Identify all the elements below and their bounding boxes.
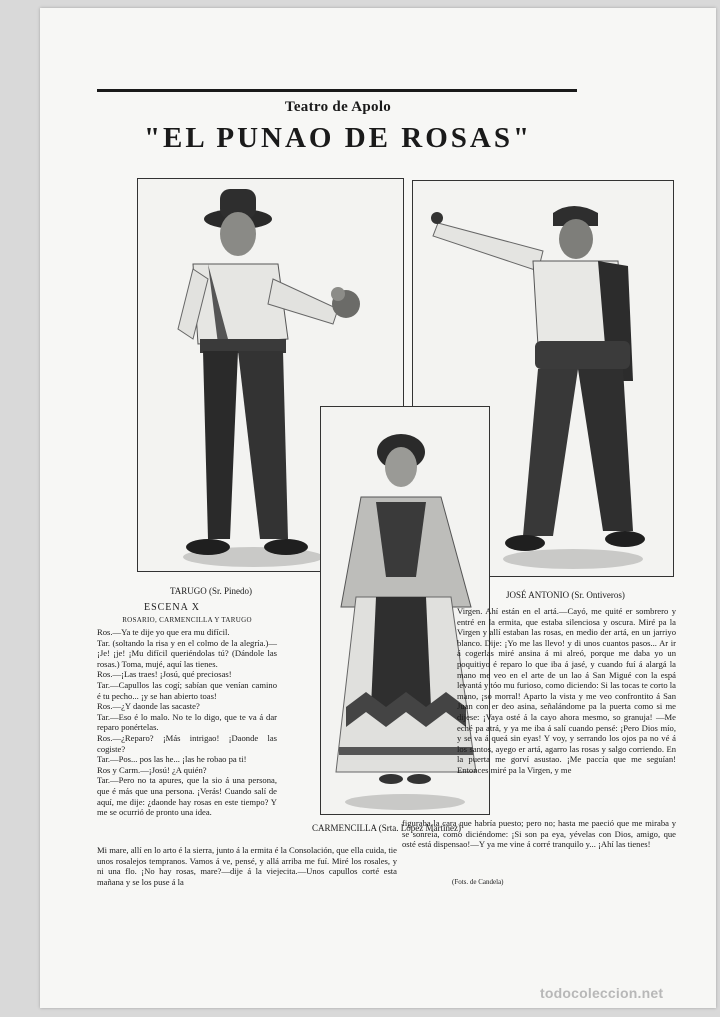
caption-tarugo: TARUGO (Sr. Pinedo) — [170, 586, 253, 596]
dialogue-line: Tar.—Pero no ta apures, que la sio á una persona, que é más que una persona. ¡Verás! Cuando salí de aquí, me dije: ¿daonde hay rosas en este tiempo? Y me se ocurrió de pronto una idea. — [97, 775, 277, 818]
play-title: "EL PUNAO DE ROSAS" — [143, 122, 533, 154]
dialogue-line: Tar.—Capullos las cogí; sabían que venían camino é tu pecho... ¡y se han abierto toas! — [97, 679, 277, 701]
dialogue-paragraph: Virgen. Ahí están en el artá.—Cayó, me quité er sombrero y entré en la ermita, que estaba silenciosa y oscura. Miré pa la Virgen y allí estaban las rosas, en medio der artá, en un jarriyo blanco. Dije: ¡Yo me las llevo! y di unos cuantos pasos... Ar ir á cogerlas miré ansina á mi alreó, porque me daba yo un poquitiyo é reparo lo que iba á jasé, y cuando fuí á alargá la mano me veo en el arte de un lao á San Migué con la espá levantá y tóo mu furioso, como diciendo: Si las tocas te corto la mano, ¡so morral! Aparto la vista y me veo confrontito á San Juan con er deo asina, señalándome pa la puerta como si me dijese: ¡Vaya osté á la cayo ahora mesmo, so granuja! —Me eché pa atrá, y ya me iba á salí cuando pensé: ¡Pero Dios mío, y se va á queá sin eyas! Y voy, y serrando los ojos pa no vé á los santos, ayego er artá, agarro las rosas y salgo corriendo. En la puerta me gorví asustao. ¡Me paccía que me seguían! Entonces miré pa la Virgen, y me — [457, 606, 676, 775]
dialogue-line: Ros.—¡Las traes! ¡Josú, qué preciosas! — [97, 669, 232, 680]
theatre-name: Teatro de Apolo — [284, 99, 392, 115]
dialogue-line: Tar.—Pos... pos las he... ¡las he robao pa ti! — [97, 754, 247, 765]
dialogue-line: Tar.—Eso é lo malo. No te lo digo, que te va á dar reparo ponértelas. — [97, 711, 277, 733]
watermark: todocoleccion.net — [540, 985, 664, 1001]
caption-carmencilla: CARMENCILLA (Srta. López Martínez) — [312, 823, 461, 833]
photo-credit: (Fots. de Candela) — [452, 878, 504, 886]
dialogue-column-left — [97, 627, 277, 818]
dialogue-column-right — [457, 606, 676, 776]
dialogue-paragraph: Mi mare, allí en lo arto é la sierra, junto á la ermita é la Consolación, que ella cuida, tie unos rosalejos tempranos. Vamos á ve, pensé, y allá arriba me fuí. Miré los rosales, y ni una flo. ¡No hay rosas, mare?—dije á la viejecita.—Unos capullos corté esta mañana y se los puse á la — [97, 845, 397, 887]
dialogue-line: Ros y Carm.—¡Josú! ¿A quién? — [97, 764, 207, 775]
dialogue-line: Ros.—¿Reparo? ¡Más intrigao! ¡Daonde las cogiste? — [97, 732, 277, 754]
dialogue-paragraph: figuraba la cara que habría puesto; pero no; hasta me paeció que me miraba y se sonreía, como diciéndome: ¡Si son pa eya, yévelas con Dios, amigo, que osté está dispensao!—Y ya me vine á corré tranquilo y... ¡Ahí las tienes! — [402, 818, 676, 850]
scene-heading: ESCENA X — [143, 602, 201, 613]
dialogue-column-bottom — [402, 818, 676, 850]
dialogue-line: Ros.—Ya te dije yo que era mu difícil. — [97, 627, 230, 637]
dialogue-line: Tar. (soltando la risa y en el colmo de la alegría.)—¡Je! ¡je! ¡Mu difícil queriéndolas tú? (Dándole las rosas.) Toma, mujé, aquí las tienes. — [97, 637, 277, 669]
scene-characters: ROSARIO, CARMENCILLA Y TARUGO — [122, 616, 252, 624]
dialogue-column-middle — [97, 845, 397, 887]
caption-jose-antonio: JOSÉ ANTONIO (Sr. Ontiveros) — [506, 590, 625, 600]
top-rule — [97, 89, 577, 92]
dialogue-line: Ros.—¿Y daonde las sacaste? — [97, 701, 200, 712]
